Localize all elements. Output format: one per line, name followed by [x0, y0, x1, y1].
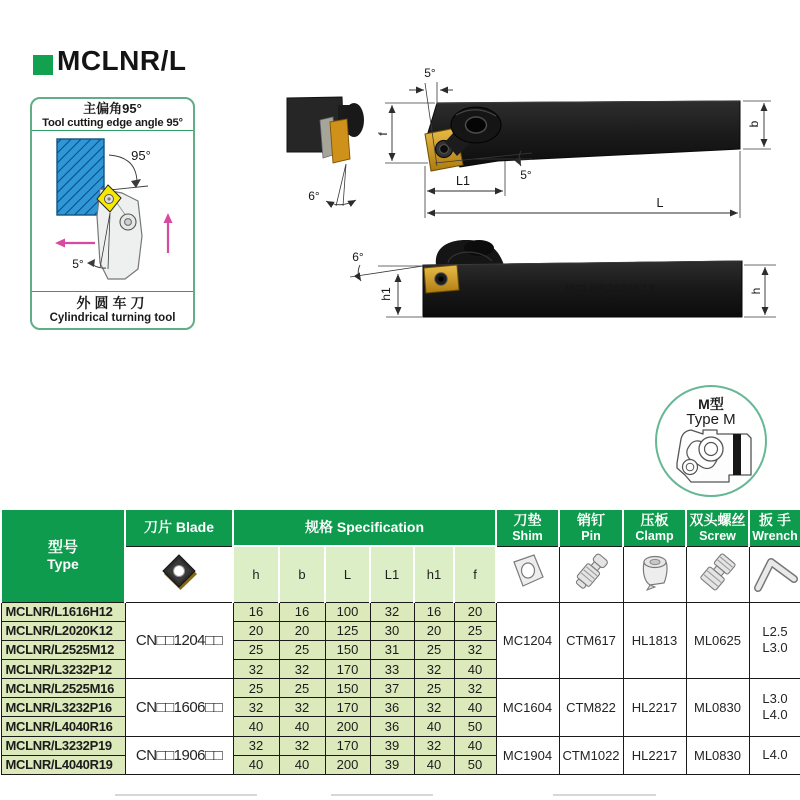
type-cell: MCLNR/L4040R19: [1, 755, 125, 774]
col-header-clamp-en: Clamp: [635, 528, 674, 543]
blade-cell: CN□□1606□□: [125, 679, 233, 736]
h1-cell: 32: [414, 698, 454, 717]
f-cell: 40: [454, 736, 496, 755]
tool-side-view-drawing: [330, 235, 780, 340]
col-header-screw-cn: 双头螺丝: [689, 512, 746, 529]
h1-cell: 20: [414, 621, 454, 640]
type-cell: MCLNR/L2020K12: [1, 621, 125, 640]
col-header-pin-en: Pin: [581, 528, 601, 543]
panel-title-cn: 主偏角95°: [83, 101, 142, 116]
spec-table: [0, 508, 800, 775]
tool-marking-serial: 008A: [671, 294, 683, 299]
col-header-clamp-cn: 压板: [640, 512, 669, 529]
f-cell: 40: [454, 659, 496, 678]
f-cell: 25: [454, 621, 496, 640]
h-cell: 32: [233, 659, 279, 678]
col-header-blade: 刀片 Blade: [125, 509, 233, 546]
dim-b-label: b: [747, 120, 761, 128]
h1-cell: 16: [414, 602, 454, 621]
clamp-cell: HL1813: [623, 602, 686, 679]
wrench-cell: [749, 602, 800, 679]
b-cell: 25: [279, 679, 325, 698]
screw-icon: [696, 550, 740, 594]
tool-marking-sub: CN□□1204□□: [592, 297, 630, 304]
clamp-cell: HL2217: [623, 736, 686, 774]
dim-f-label: f: [376, 132, 390, 136]
type-cell: MCLNR/L2525M12: [1, 640, 125, 659]
pin-image: [559, 546, 623, 602]
b-cell: 40: [279, 755, 325, 774]
h-cell: 20: [233, 621, 279, 640]
shim-cell: MC1604: [496, 679, 559, 736]
shim-image: [496, 546, 559, 602]
clamp-image: [623, 546, 686, 602]
col-header-spec: 规格 Specification: [233, 509, 496, 546]
L1-cell: 33: [370, 659, 414, 678]
spec-col-b: b: [279, 546, 325, 602]
wrench-image: [749, 546, 800, 602]
spec-col-L: L: [325, 546, 370, 602]
h1-cell: 32: [414, 659, 454, 678]
blade-insert-image: [125, 546, 233, 602]
f-cell: 32: [454, 640, 496, 659]
h-cell: 32: [233, 698, 279, 717]
tool-marking: MCLNR2020K12: [564, 283, 656, 295]
blade-cell: CN□□1906□□: [125, 736, 233, 774]
title-accent-square: [33, 55, 53, 75]
panel-header: [32, 101, 193, 130]
spec-col-h: h: [233, 546, 279, 602]
L1-cell: 37: [370, 679, 414, 698]
h-cell: 16: [233, 602, 279, 621]
cutoff-line: [553, 794, 656, 796]
clamp-icon: [633, 550, 677, 594]
front-view-insert: [330, 119, 350, 163]
col-header-clamp: [623, 509, 686, 546]
cutoff-line: [331, 794, 433, 796]
relief-angle-label: 5°: [72, 257, 84, 271]
col-header-type-cn: 型号: [47, 538, 78, 556]
wrench-size-1: L2.5: [762, 624, 788, 640]
type-cell: MCLNR/L3232P12: [1, 659, 125, 678]
type-m-label-en: Type M: [686, 411, 736, 429]
col-header-pin: [559, 509, 623, 546]
spec-col-f: f: [454, 546, 496, 602]
clearance-angle-label: 6°: [352, 250, 364, 264]
h-cell: 25: [233, 679, 279, 698]
screw-cell: ML0830: [686, 679, 749, 736]
front-clearance-label: 6°: [308, 189, 320, 203]
L-cell: 100: [325, 602, 370, 621]
L1-cell: 36: [370, 717, 414, 736]
pin-cell: CTM617: [559, 602, 623, 679]
pin-cell: CTM822: [559, 679, 623, 736]
col-header-shim: [496, 509, 559, 546]
dim-h1-label: h1: [379, 287, 393, 301]
f-cell: 50: [454, 755, 496, 774]
type-cell: MCLNR/L3232P19: [1, 736, 125, 755]
b-cell: 20: [279, 621, 325, 640]
h-cell: 40: [233, 755, 279, 774]
screw-cell: ML0625: [686, 602, 749, 679]
L1-cell: 36: [370, 698, 414, 717]
clamp-cell: HL2217: [623, 679, 686, 736]
wrench-size-1: L3.0: [762, 691, 788, 707]
insert-diamond-icon: [154, 549, 204, 595]
L-cell: 150: [325, 679, 370, 698]
col-header-pin-cn: 销钉: [577, 512, 605, 529]
col-header-wrench-cn: 扳 手: [759, 512, 791, 529]
h1-cell: 40: [414, 755, 454, 774]
wrench-size-1: L4.0: [762, 747, 788, 763]
panel-footer: [32, 295, 193, 326]
L-cell: 170: [325, 698, 370, 717]
col-header-type-en: Type: [47, 556, 79, 573]
h1-cell: 25: [414, 679, 454, 698]
h1-cell: 25: [414, 640, 454, 659]
shim-icon: [506, 551, 550, 593]
type-m-badge: [655, 385, 767, 497]
f-cell: 20: [454, 602, 496, 621]
side-angle-label: 5°: [520, 168, 532, 182]
L1-cell: 39: [370, 736, 414, 755]
cutting-angle-diagram: [31, 129, 194, 293]
screw-image: [686, 546, 749, 602]
L1-cell: 31: [370, 640, 414, 659]
L-cell: 170: [325, 736, 370, 755]
shim-cell: MC1204: [496, 602, 559, 679]
pin-icon: [569, 550, 613, 594]
col-header-screw: [686, 509, 749, 546]
L-cell: 200: [325, 717, 370, 736]
dim-h-label: h: [749, 287, 763, 295]
b-cell: 32: [279, 736, 325, 755]
wrench-icon: [751, 551, 799, 593]
type-m-clamp-drawing: [663, 425, 763, 487]
col-header-type: [1, 509, 125, 602]
h-cell: 25: [233, 640, 279, 659]
h1-cell: 32: [414, 736, 454, 755]
col-header-shim-en: Shim: [512, 528, 543, 543]
dim-l1-label: L1: [456, 174, 470, 188]
type-cell: MCLNR/L3232P16: [1, 698, 125, 717]
L1-cell: 39: [370, 755, 414, 774]
col-header-shim-cn: 刀垫: [513, 512, 542, 529]
dim-l-label: L: [656, 196, 664, 210]
wrench-cell: [749, 736, 800, 774]
pin-cell: CTM1022: [559, 736, 623, 774]
type-cell: MCLNR/L2525M16: [1, 679, 125, 698]
b-cell: 25: [279, 640, 325, 659]
panel-footer-en: Cylindrical turning tool: [49, 312, 176, 325]
spec-col-L1: L1: [370, 546, 414, 602]
blade-cell: CN□□1204□□: [125, 602, 233, 679]
f-cell: 40: [454, 698, 496, 717]
panel-footer-cn: 外圆车刀: [76, 295, 149, 312]
col-header-screw-en: Screw: [699, 528, 736, 543]
col-header-wrench: [749, 509, 800, 546]
main-angle-label: 95°: [131, 148, 151, 163]
f-cell: 50: [454, 717, 496, 736]
type-m-label-cn: M型: [698, 396, 724, 412]
tool-top-view-drawing: [270, 60, 780, 230]
L-cell: 200: [325, 755, 370, 774]
workpiece-hatched: [57, 139, 104, 215]
spec-col-h1: h1: [414, 546, 454, 602]
b-cell: 32: [279, 659, 325, 678]
L1-cell: 32: [370, 602, 414, 621]
b-cell: 16: [279, 602, 325, 621]
L-cell: 170: [325, 659, 370, 678]
wrench-size-2: L3.0: [762, 640, 788, 656]
screw-cell: ML0830: [686, 736, 749, 774]
h-cell: 40: [233, 717, 279, 736]
L-cell: 125: [325, 621, 370, 640]
page-title: MCLNR/L: [57, 45, 187, 76]
clamp-bar: [733, 434, 741, 475]
shim-cell: MC1904: [496, 736, 559, 774]
cutoff-line: [115, 794, 257, 796]
rake-angle-label: 5°: [424, 66, 436, 80]
h1-cell: 40: [414, 717, 454, 736]
b-cell: 32: [279, 698, 325, 717]
f-cell: 32: [454, 679, 496, 698]
wrench-cell: [749, 679, 800, 736]
b-cell: 40: [279, 717, 325, 736]
col-header-wrench-en: Wrench: [752, 528, 798, 543]
h-cell: 32: [233, 736, 279, 755]
panel-title-en: Tool cutting edge angle 95°: [42, 116, 183, 129]
L1-cell: 30: [370, 621, 414, 640]
type-cell: MCLNR/L4040R16: [1, 717, 125, 736]
L-cell: 150: [325, 640, 370, 659]
wrench-size-2: L4.0: [762, 707, 788, 723]
type-cell: MCLNR/L1616H12: [1, 602, 125, 621]
